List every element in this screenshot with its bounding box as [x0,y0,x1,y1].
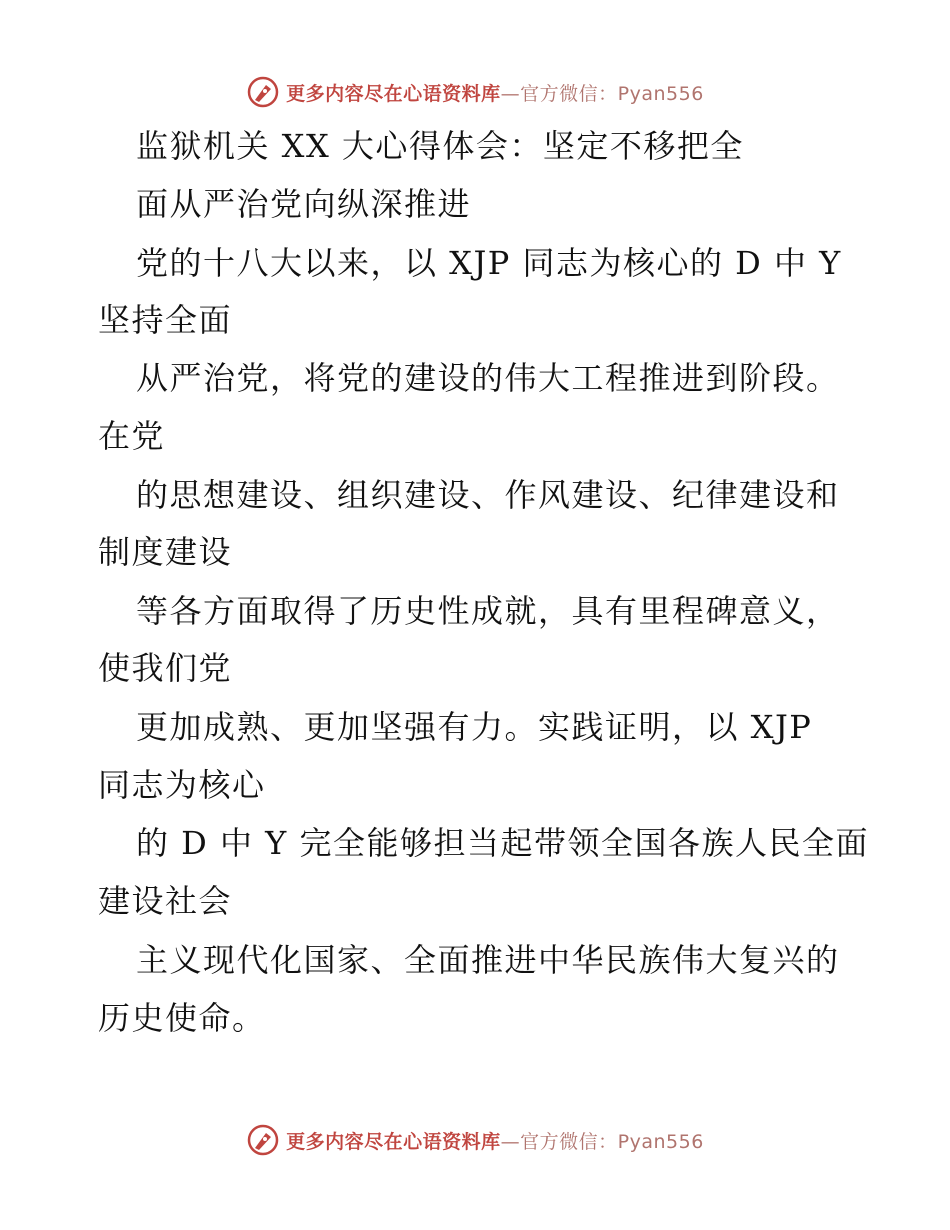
body-line: 历史使命。 [98,999,266,1037]
body-line: 建设社会 [98,882,233,920]
body-line: 在党 [98,417,166,455]
watermark-separator: — [500,82,521,105]
title-line-2: 面从严治党向纵深推进 [136,185,472,223]
pen-nib-logo-icon [246,75,280,109]
body-line: 同志为核心 [98,766,266,804]
watermark-brand: 更多内容尽在心语资料库 [286,82,501,105]
body-line: 从严治党，将党的建设的伟大工程推进到阶段。 [136,359,840,397]
title-line-1: 监狱机关 XX 大心得体会：坚定不移把全 [136,127,744,165]
body-line: 使我们党 [98,649,233,687]
footer-watermark [0,1120,950,1160]
body-line: 的 D 中 Y 完全能够担当起带领全国各族人民全面 [136,824,869,862]
watermark-text [286,79,704,106]
body-line: 等各方面取得了历史性成就，具有里程碑意义， [136,592,840,630]
pen-nib-logo-icon [246,1123,280,1157]
watermark-brand: 更多内容尽在心语资料库 [286,1130,501,1153]
body-line: 制度建设 [98,533,233,571]
watermark-contact: 官方微信：Pyan556 [520,1130,704,1153]
body-line: 更加成熟、更加坚强有力。实践证明，以 XJP [136,708,813,746]
body-line: 坚持全面 [98,301,233,339]
watermark-text [286,1127,704,1154]
body-line: 的思想建设、组织建设、作风建设、纪律建设和 [136,476,840,514]
watermark-separator: — [500,1130,521,1153]
watermark-contact: 官方微信：Pyan556 [520,82,704,105]
body-line: 主义现代化国家、全面推进中华民族伟大复兴的 [136,941,840,979]
body-line: 党的十八大以来，以 XJP 同志为核心的 D 中 Y [136,244,842,282]
header-watermark [0,72,950,112]
